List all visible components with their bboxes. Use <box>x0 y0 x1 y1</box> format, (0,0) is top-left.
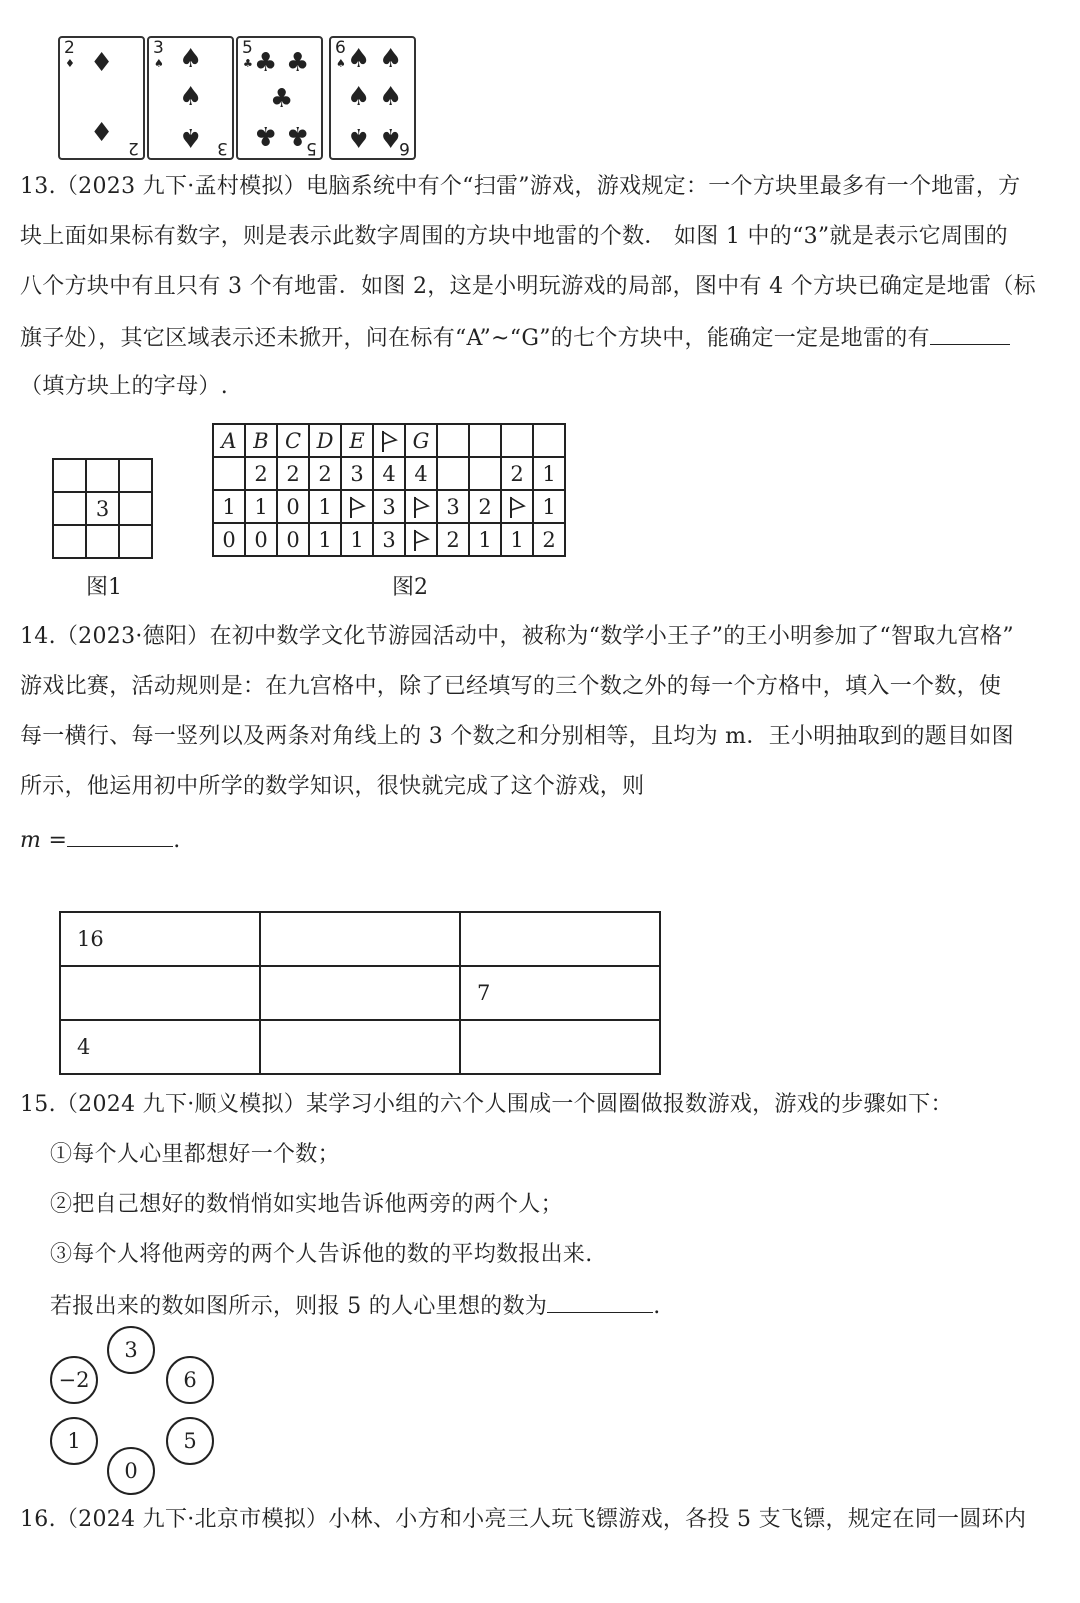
minesweeper-cell: 2 <box>533 523 565 556</box>
minesweeper-row <box>213 457 565 490</box>
minesweeper-cell: 1 <box>245 490 277 523</box>
circle-bottom: 0 <box>107 1447 155 1495</box>
magic-square-cell: 4 <box>60 1020 260 1074</box>
figure-1-caption: 图1 <box>86 575 122 600</box>
answer-blank <box>67 824 173 847</box>
column-label: G <box>405 424 437 457</box>
q14-line-2: 游戏比赛，活动规则是：在九宫格中，除了已经填写的三个数之外的每一个方格中，填入一个数，使 <box>20 674 1002 699</box>
minesweeper-cell: 3 <box>373 490 405 523</box>
minesweeper-cell: 0 <box>277 490 309 523</box>
club-icon: ♣ <box>254 120 278 150</box>
card-6-spades <box>329 36 416 160</box>
magic-square-cell <box>460 1020 660 1074</box>
spade-icon: ♠ <box>379 122 403 152</box>
spade-icon: ♠ <box>179 44 203 74</box>
spade-icon: ♠ <box>336 57 346 70</box>
spade-icon: ♠ <box>179 82 203 112</box>
card-rank: 6 <box>399 138 410 158</box>
column-label: B <box>245 424 277 457</box>
column-label: A <box>213 424 245 457</box>
q14-answer-prefix: m = <box>20 828 68 853</box>
flag-icon <box>405 490 437 523</box>
minesweeper-cell <box>437 457 469 490</box>
card-rank: 6 <box>335 38 346 58</box>
spade-icon: ♠ <box>154 57 164 70</box>
minesweeper-row <box>213 523 565 556</box>
magic-square-cell <box>460 912 660 966</box>
minesweeper-cell: 2 <box>469 490 501 523</box>
card-5-clubs <box>236 36 323 160</box>
card-rank: 5 <box>306 138 317 158</box>
minesweeper-cell: 0 <box>213 523 245 556</box>
column-label <box>437 424 469 457</box>
minesweeper-cell: 2 <box>245 457 277 490</box>
answer-blank <box>930 322 1010 345</box>
circle-upper-left: −2 <box>50 1356 98 1404</box>
q15-question <box>50 1290 660 1322</box>
card-2-diamonds <box>58 36 145 160</box>
minesweeper-cell: 3 <box>341 457 373 490</box>
club-icon: ♣ <box>286 120 310 150</box>
q14-answer-line <box>20 824 181 856</box>
q13-line-2: 块上面如果标有数字，则是表示此数字周围的方块中地雷的个数． 如图 1 中的“3”就是表示它周围的 <box>20 224 1008 249</box>
minesweeper-cell: 3 <box>373 523 405 556</box>
figure-1-center: 3 <box>86 492 119 525</box>
card-rank: 2 <box>128 138 139 158</box>
card-rank: 2 <box>64 38 75 58</box>
minesweeper-cell <box>469 457 501 490</box>
minesweeper-row <box>213 424 565 457</box>
q14-line-4: 所示，他运用初中所学的数学知识，很快就完成了这个游戏，则 <box>20 774 645 799</box>
flag-icon <box>405 523 437 556</box>
magic-square-cell: 7 <box>460 966 660 1020</box>
q15-step-1: ①每个人心里都想好一个数； <box>50 1142 340 1167</box>
figure-2-caption: 图2 <box>392 575 428 600</box>
q15-step-2: ②把自己想好的数悄悄如实地告诉他两旁的两个人； <box>50 1192 563 1217</box>
q13-line-4 <box>20 322 1010 354</box>
magic-square-cell <box>260 966 460 1020</box>
q15-question-end: . <box>653 1294 661 1319</box>
card-rank: 3 <box>153 38 164 58</box>
spade-icon: ♠ <box>379 82 403 112</box>
minesweeper-cell: 1 <box>469 523 501 556</box>
minesweeper-cell: 3 <box>437 490 469 523</box>
minesweeper-cell: 2 <box>277 457 309 490</box>
circle-lower-left: 1 <box>50 1417 98 1465</box>
column-label: E <box>341 424 373 457</box>
column-label <box>469 424 501 457</box>
minesweeper-cell: 2 <box>501 457 533 490</box>
q15-line-1: 15.（2024 九下·顺义模拟）某学习小组的六个人围成一个圆圈做报数游戏，游戏的步骤如下： <box>20 1092 953 1117</box>
magic-square-cell <box>260 1020 460 1074</box>
magic-square-grid <box>59 911 661 1075</box>
diamond-icon: ♦ <box>90 48 114 78</box>
minesweeper-cell: 0 <box>245 523 277 556</box>
minesweeper-cell: 2 <box>437 523 469 556</box>
club-icon: ♣ <box>243 57 253 70</box>
minesweeper-row <box>213 490 565 523</box>
q14-line-1: 14.（2023·德阳）在初中数学文化节游园活动中，被称为“数学小王子”的王小明参加了“智取九宫格” <box>20 624 1014 649</box>
minesweeper-cell: 1 <box>213 490 245 523</box>
card-3-spades <box>147 36 234 160</box>
minesweeper-cell: 2 <box>309 457 341 490</box>
magic-square-cell: 16 <box>60 912 260 966</box>
card-rank: 3 <box>217 138 228 158</box>
magic-square-cell <box>260 912 460 966</box>
circle-top: 3 <box>107 1326 155 1374</box>
flag-icon <box>501 490 533 523</box>
q13-line-3: 八个方块中有且只有 3 个有地雷．如图 2，这是小明玩游戏的局部，图中有 4 个方块已确定是地雷（标 <box>20 274 1036 299</box>
figure-2-minesweeper-grid <box>212 423 566 557</box>
diamond-icon: ♦ <box>65 57 75 70</box>
minesweeper-cell: 4 <box>373 457 405 490</box>
minesweeper-cell: 1 <box>309 523 341 556</box>
club-icon: ♣ <box>270 84 294 114</box>
club-icon: ♣ <box>254 48 278 78</box>
circle-lower-right: 5 <box>166 1417 214 1465</box>
q13-line-4-text: 旗子处），其它区域表示还未掀开，问在标有“A”~“G”的七个方块中，能确定一定是地雷的有 <box>20 326 930 351</box>
spade-icon: ♠ <box>347 44 371 74</box>
column-label: C <box>277 424 309 457</box>
q14-line-3: 每一横行、每一竖列以及两条对角线上的 3 个数之和分别相等，且均为 m．王小明抽取到的题目如图 <box>20 724 1014 749</box>
magic-square-cell <box>60 966 260 1020</box>
q16-line-1: 16.（2024 九下·北京市模拟）小林、小方和小亮三人玩飞镖游戏，各投 5 支飞镖，规定在同一圆环内 <box>20 1507 1027 1532</box>
card-rank: 5 <box>242 38 253 58</box>
figure-1-grid <box>52 458 153 559</box>
q14-answer-suffix: . <box>173 828 181 853</box>
minesweeper-cell: 1 <box>501 523 533 556</box>
minesweeper-cell: 1 <box>341 523 373 556</box>
diamond-icon: ♦ <box>90 118 114 148</box>
q13-line-5: （填方块上的字母）. <box>20 374 228 399</box>
spade-icon: ♠ <box>179 122 203 152</box>
spade-icon: ♠ <box>379 44 403 74</box>
q13-line-1: 13.（2023 九下·孟村模拟）电脑系统中有个“扫雷”游戏，游戏规定：一个方块里最多有一个地雷，方 <box>20 174 1021 199</box>
minesweeper-cell: 1 <box>309 490 341 523</box>
answer-blank <box>547 1290 653 1313</box>
minesweeper-cell: 0 <box>277 523 309 556</box>
q15-question-text: 若报出来的数如图所示，则报 5 的人心里想的数为 <box>50 1294 548 1319</box>
spade-icon: ♠ <box>347 122 371 152</box>
flag-icon <box>341 490 373 523</box>
column-label: D <box>309 424 341 457</box>
club-icon: ♣ <box>286 48 310 78</box>
spade-icon: ♠ <box>347 82 371 112</box>
q15-step-3: ③每个人将他两旁的两个人告诉他的数的平均数报出来. <box>50 1242 593 1267</box>
minesweeper-cell: 1 <box>533 457 565 490</box>
column-label <box>533 424 565 457</box>
flag-icon <box>373 424 405 457</box>
circle-upper-right: 6 <box>166 1356 214 1404</box>
minesweeper-cell: 4 <box>405 457 437 490</box>
column-label <box>501 424 533 457</box>
minesweeper-cell <box>213 457 245 490</box>
minesweeper-cell: 1 <box>533 490 565 523</box>
